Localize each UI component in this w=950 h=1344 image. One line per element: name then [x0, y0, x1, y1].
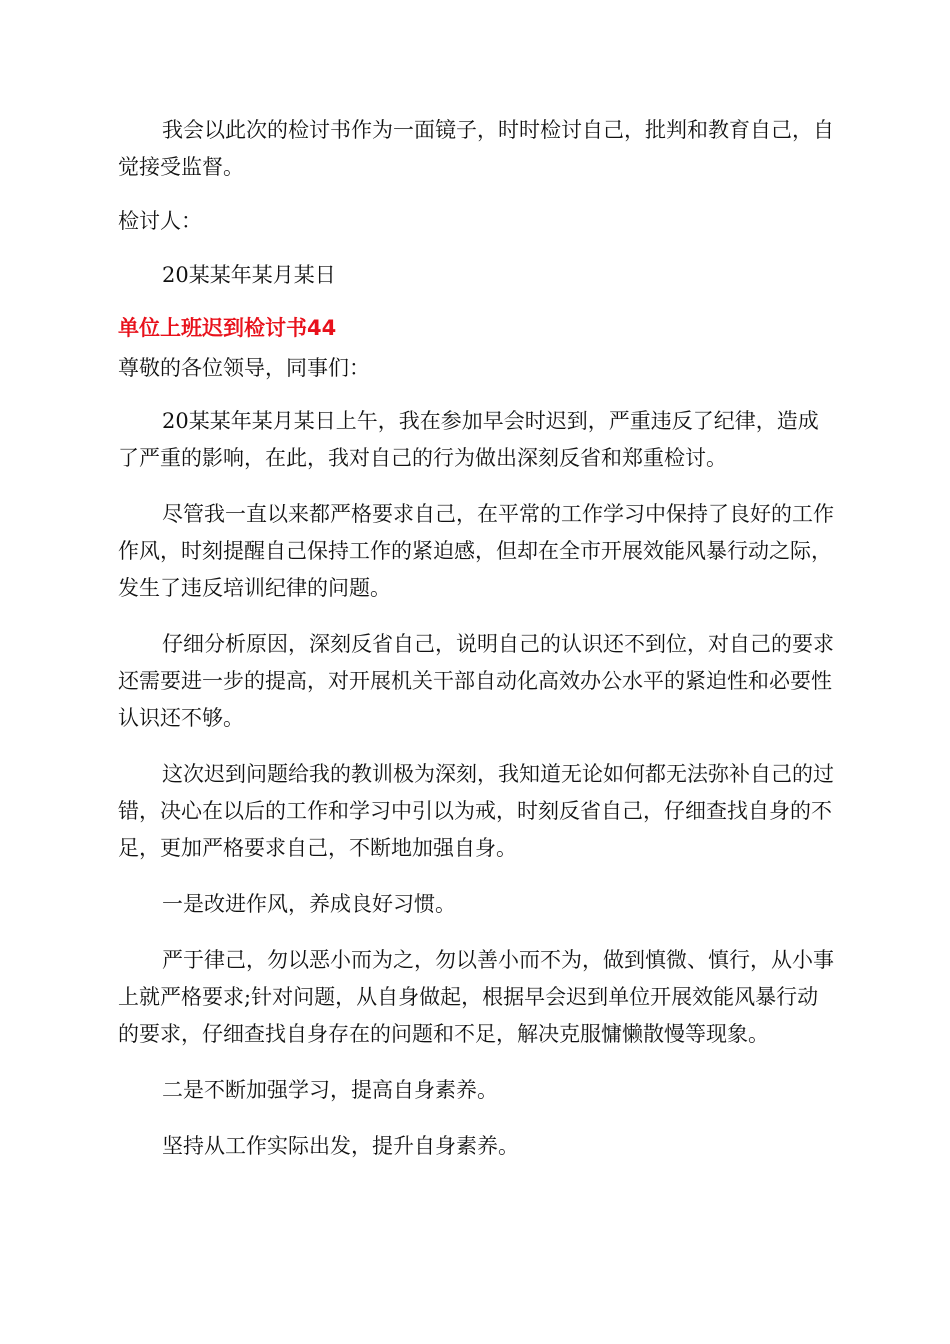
- signature-date: 20某某年某月某日: [162, 263, 336, 287]
- section-heading: 单位上班迟到检讨书44: [118, 316, 337, 340]
- body-paragraph-1: 20某某年某月某日上午，我在参加早会时迟到，严重违反了纪律，造成了严重的影响，在此，我对自己的行为做出深刻反省和郑重检讨。: [118, 409, 819, 470]
- document-page: [118, 112, 834, 1184]
- body-paragraph-6: 严于律己，勿以恶小而为之，勿以善小而不为，做到慎微、慎行，从小事上就严格要求;针对问题，从自身做起，根据早会迟到单位开展效能风暴行动的要求，仔细查找自身存在的问题和不足，解决克服慵懒散慢等现象。: [118, 948, 834, 1046]
- body-paragraph-2: 尽管我一直以来都严格要求自己，在平常的工作学习中保持了良好的工作作风，时刻提醒自己保持工作的紧迫感，但却在全市开展效能风暴行动之际，发生了违反培训纪律的问题。: [118, 502, 834, 600]
- body-paragraph-5: 一是改进作风，养成良好习惯。: [162, 892, 456, 916]
- body-paragraph-7: 二是不断加强学习，提高自身素养。: [162, 1078, 498, 1102]
- body-paragraph-3: 仔细分析原因，深刻反省自己，说明自己的认识还不到位，对自己的要求还需要进一步的提高，对开展机关干部自动化高效办公水平的紧迫性和必要性认识还不够。: [118, 632, 834, 730]
- signature-label: 检讨人：: [118, 209, 202, 233]
- closing-paragraph: 我会以此次的检讨书作为一面镜子，时时检讨自己，批判和教育自己，自觉接受监督。: [118, 118, 834, 179]
- body-paragraph-4: 这次迟到问题给我的教训极为深刻，我知道无论如何都无法弥补自己的过错，决心在以后的工作和学习中引以为戒，时刻反省自己，仔细查找自身的不足，更加严格要求自己，不断地加强自身。: [118, 762, 834, 860]
- salutation: 尊敬的各位领导，同事们：: [118, 356, 370, 380]
- body-paragraph-8: 坚持从工作实际出发，提升自身素养。: [162, 1134, 519, 1158]
